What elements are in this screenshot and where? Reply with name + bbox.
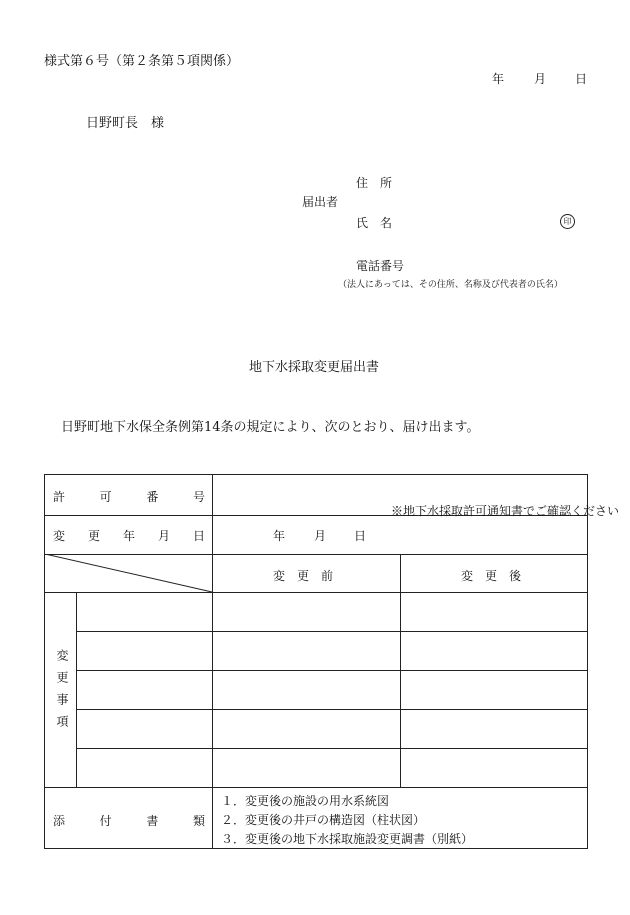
corporate-note: （法人にあっては、その住所、名称及び代表者の氏名） (338, 280, 563, 290)
intro-text: 日野町地下水保全条例第14条の規定により、次のとおり、届け出ます。 (61, 420, 480, 435)
phone-label: 電話番号 (356, 259, 405, 273)
permit-note: ※地下水採取許可通知書でご確認ください (391, 504, 620, 518)
date-year-label: 年 (492, 72, 505, 86)
row-divider (76, 670, 587, 671)
column-divider (212, 475, 213, 848)
date-day-label: 日 (575, 72, 588, 86)
column-divider (400, 554, 401, 787)
addressee: 日野町長 様 (86, 116, 165, 131)
row-divider (76, 748, 587, 749)
form-table (44, 474, 620, 849)
change-item-cell[interactable] (77, 593, 212, 631)
applicant-group-label: 届出者 (302, 195, 339, 209)
attachments-label: 添 付 書 類 (53, 814, 205, 828)
address-label: 住 所 (356, 176, 393, 190)
attachment-item-1: １．変更後の施設の用水系統図 (221, 794, 390, 808)
permit-number-input[interactable] (213, 475, 587, 515)
row-divider (76, 709, 587, 710)
change-date-year: 年 (273, 529, 286, 543)
change-date-month: 月 (314, 529, 327, 543)
diagonal-slash (45, 554, 213, 593)
change-date-label: 変 更 年 月 日 (53, 529, 205, 543)
change-items-label: 変更事項 (55, 649, 69, 737)
change-date-day: 日 (354, 529, 367, 543)
row-divider (76, 631, 587, 632)
row-divider (45, 787, 587, 788)
name-label: 氏 名 (356, 216, 393, 230)
date-month-label: 月 (534, 72, 547, 86)
permit-number-label: 許 可 番 号 (53, 490, 205, 504)
form-number: 様式第６号（第２条第５項関係） (44, 54, 240, 69)
before-cell[interactable] (213, 593, 400, 631)
seal-mark: 印 (560, 214, 575, 229)
after-cell[interactable] (401, 593, 587, 631)
document-title: 地下水採取変更届出書 (249, 360, 380, 375)
after-header: 変 更 後 (461, 569, 522, 583)
before-header: 変 更 前 (273, 569, 334, 583)
attachment-item-3: ３．変更後の地下水採取施設変更調書（別紙） (221, 832, 474, 846)
attachment-item-2: ２．変更後の井戸の構造図（柱状図） (221, 813, 426, 827)
